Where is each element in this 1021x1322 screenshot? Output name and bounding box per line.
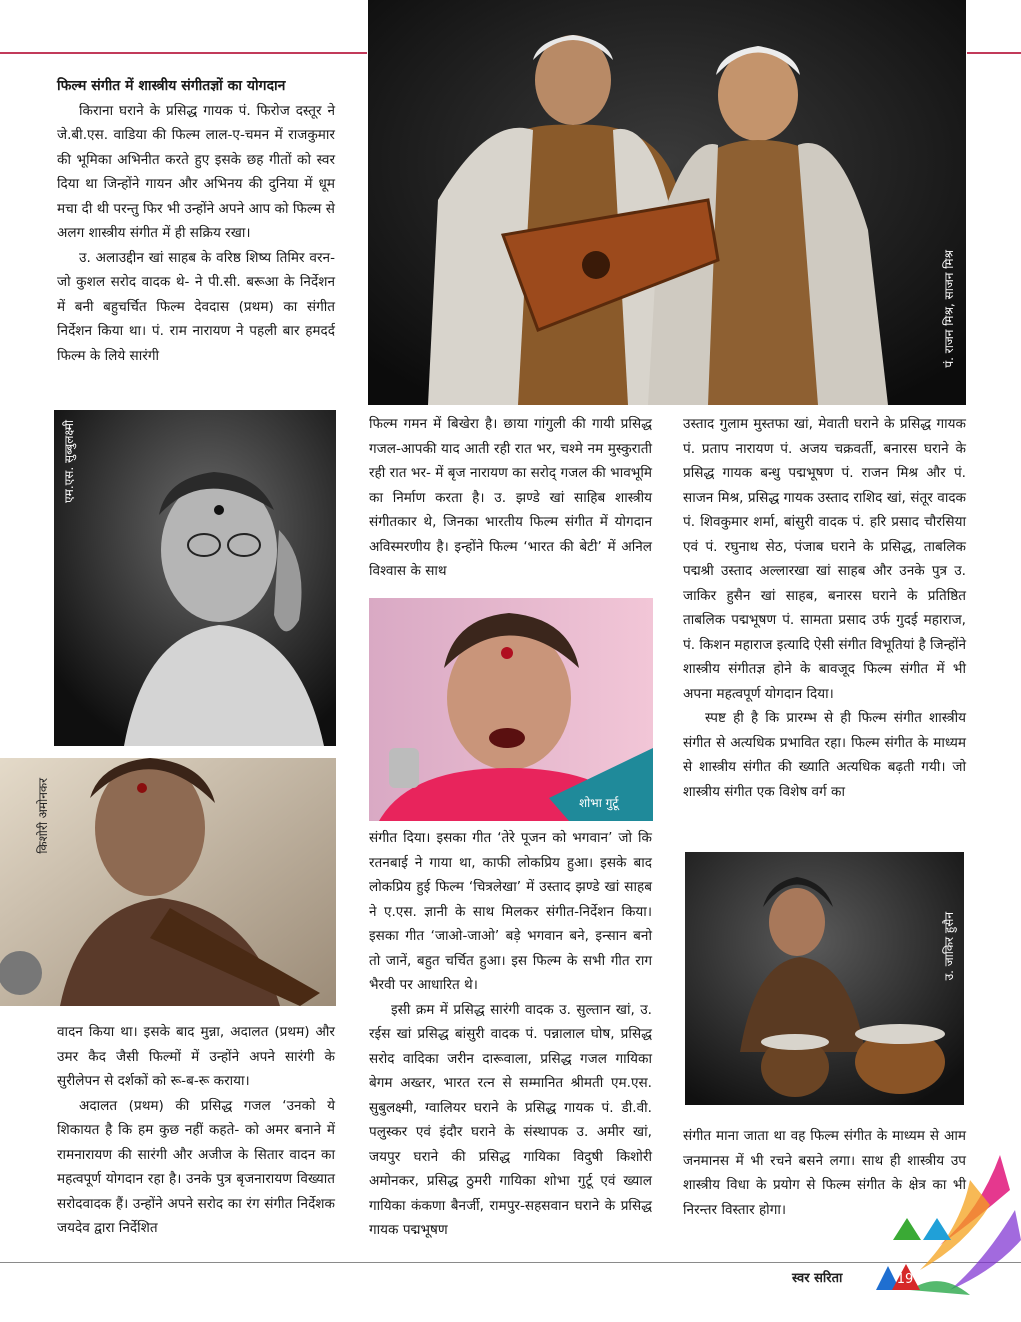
paragraph: उस्ताद गुलाम मुस्तफा खां, मेवाती घराने के प्रसिद्ध गायक पं. प्रताप नारायण पं. अजय चक्रवर्ती, बनारस घराने के प्रसिद्ध गायक बन्धु पद्मभूषण पं. राजन मिश्र और पं. साजन मिश्र, प्रसिद्ध गायक उस्ताद राशिद खां, संतूर वादक पं. शिवकुमार शर्मा, बांसुरी वादक पं. हरि प्रसाद चौरसिया एवं पं. रघुनाथ सेठ, पंजाब घराने के प्रसिद्ध, ताबलिक पद्मश्री उस्ताद अल्लारखा खां साहब और उनके पुत्र उ. जाकिर हुसैन खां साहब, बनारस घराने के प्रतिष्ठित ताबलिक पद्मभूषण पं. सामता प्रसाद उर्फ गुदई महाराज, पं. किशन महाराज इत्यादि ऐसी संगीत विभूतियां है जिन्होंने शास्त्रीय संगीतज्ञ होने के बावजूद फिल्म संगीत में भी अपना महत्वपूर्ण योगदान दिया। xyxy=(683,416,966,702)
column-3-top xyxy=(683,412,966,804)
top-rule-left xyxy=(0,52,367,54)
bottom-rule xyxy=(0,1262,1021,1263)
paragraph: संगीत माना जाता था वह फिल्म संगीत के माध्यम से आम जनमानस में भी रचने बसने लगा। साथ ही शास्त्रीय उप शास्त्रीय विधा के प्रयोग से फिल्म संगीत के क्षेत्र का भी निरन्तर विस्तार होगा। xyxy=(683,1128,966,1218)
page-number: 19 xyxy=(896,1272,914,1287)
column-1-top xyxy=(57,74,335,368)
paragraph: वादन किया था। इसके बाद मुन्ना, अदालत (प्रथम) और उमर कैद जैसी फिल्मों में उन्होंने अपने सारंगी के सुरीलेपन से दर्शकों को रू-ब-रू कराया। xyxy=(57,1024,335,1089)
column-1-bottom xyxy=(57,1020,335,1241)
column-2-top xyxy=(369,412,652,584)
photo-kishori-amonkar xyxy=(0,758,336,1006)
magazine-name: स्वर सरिता xyxy=(792,1271,843,1286)
paragraph: फिल्म गमन में बिखेरा है। छाया गांगुली की गायी प्रसिद्ध गजल-आपकी याद आती रही रात भर, चश्मे नम मुस्कुराती रही रात भर- में बृज नारायण का सरोद् गजल की भावभूमि का निर्माण करता है। उ. झण्डे खां साहिब शास्त्रीय संगीतकार थे, जिनका भारतीय फिल्म संगीत में योगदान अविस्मरणीय है। इन्होंने फिल्म ‘भारत की बेटी’ में अनिल विश्वास के साथ xyxy=(369,416,652,579)
section-heading: फिल्म संगीत में शास्त्रीय संगीतज्ञों का योगदान xyxy=(57,78,286,94)
caption-zakir-hussain: उ. जाकिर हुसैन xyxy=(942,912,956,981)
paragraph: किराना घराने के प्रसिद्ध गायक पं. फिरोज दस्तूर ने जे.बी.एस. वाडिया की फिल्म लाल-ए-चमन में राजकुमार की भूमिका अभिनीत करते हुए इसके छह गीतों को स्वर दिया था जिन्होंने गायन और अभिनय की दुनिया में धूम मचा दी थी परन्तु फिर भी उन्होंने अपने आप को फिल्म से अलग शास्त्रीय संगीत में ही सक्रिय रखा। xyxy=(57,102,335,241)
photo-ms-subbulakshmi xyxy=(54,410,336,746)
caption-kishori-amonkar: किशोरी अमोनकर xyxy=(36,778,50,854)
photo-zakir-hussain xyxy=(685,852,964,1105)
paragraph: संगीत दिया। इसका गीत ‘तेरे पूजन को भगवान’ जो कि रतनबाई ने गाया था, काफी लोकप्रिय हुआ। इसके बाद लोकप्रिय हुई फिल्म ‘चित्रलेखा’ में उस्ताद झण्डे खां साहब ने ए.एस. ज्ञानी के साथ मिलकर संगीत-निर्देशन किया। इसका गीत ‘जाओ-जाओ’ बड़े भगवान बने, इन्सान बनो तो जानें, बहुत चर्चित हुआ। इस फिल्म के सभी गीत राग भैरवी पर आधारित थे। xyxy=(369,830,652,993)
paragraph: अदालत (प्रथम) की प्रसिद्ध गजल ‘उनको ये शिकायत है कि हम कुछ नहीं कहते- को अमर बनाने में रामनारायण की सारंगी और अजीज के सितार वादन का महत्वपूर्ण योगदान रहा है। उनके पुत्र बृजनारायण विख्यात सरोदवादक हैं। उन्होंने अपने सरोद का रंग संगीत निर्देशक जयदेव द्वारा निर्देशित xyxy=(57,1097,335,1236)
caption-shobha-gurtu: शोभा गुर्टू xyxy=(579,796,619,810)
photo-shobha-gurtu xyxy=(369,598,653,821)
caption-top-photo: पं. राजन मिश्र, साजन मिश्र xyxy=(942,250,956,368)
paragraph: स्पष्ट ही है कि प्रारम्भ से ही फिल्म संगीत शास्त्रीय संगीत से अत्यधिक प्रभावित रहा। फिल्म संगीत के माध्यम से शास्त्रीय संगीत की ख्याति अत्यधिक बढ़ती गयी। जो शास्त्रीय संगीत एक विशेष वर्ग का xyxy=(683,710,966,800)
column-2-bottom xyxy=(369,826,652,1243)
photo-rajan-sajan-mishra xyxy=(368,0,966,405)
paragraph: इसी क्रम में प्रसिद्ध सारंगी वादक उ. सुल्तान खां, उ. रईस खां प्रसिद्ध बांसुरी वादक पं. पन्नालाल घोष, प्रसिद्ध सरोद वादिका जरीन दारूवाला, प्रसिद्ध गजल गायिका बेगम अख्तर, भारत रत्न से सम्मानित श्रीमती एम.एस. सुबुलक्ष्मी, ग्वालियर घराने के प्रसिद्ध गायक पं. डी.वी. पलुस्कर एवं इंदौर घराने के संस्थापक उ. अमीर खां, जयपुर घराने की प्रसिद्ध गायिका विदुषी किशोरी अमोनकर, प्रसिद्ध ठुमरी गायिका शोभा गुर्टू एवं ख्याल गायिका कंकणा बैनर्जी, रामपुर-सहसवान घराने के प्रसिद्ध गायक पद्मभूषण xyxy=(369,1001,652,1238)
top-rule-right xyxy=(967,52,1021,54)
paragraph: उ. अलाउद्दीन खां साहब के वरिष्ठ शिष्य तिमिर वरन-जो कुशल सरोद वादक थे- ने पी.सी. बरूआ के निर्देशन में बनी बहुचर्चित फिल्म देवदास (प्रथम) का संगीत निर्देशन किया था। पं. राम नारायण ने पहली बार हमदर्द फिल्म के लिये सारंगी xyxy=(57,249,335,364)
caption-ms-subbulakshmi: एम.एस. सुब्बुलक्ष्मी xyxy=(62,420,76,503)
